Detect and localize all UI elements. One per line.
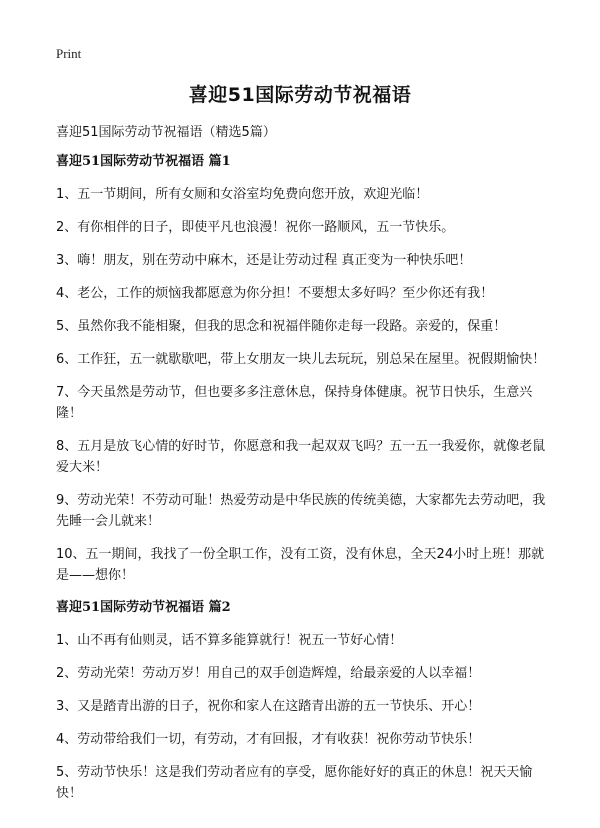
print-link[interactable]: Print xyxy=(56,46,82,61)
list-item: 2、有你相伴的日子，即使平凡也浪漫！祝你一路顺风，五一节快乐。 xyxy=(56,220,455,235)
list-item: 8、五月是放飞心情的好时节，你愿意和我一起双双飞吗？五一五一我爱你，就像老鼠爱大米！ xyxy=(56,439,546,475)
article-body xyxy=(56,152,550,816)
list-item: 1、五一节期间，所有女厕和女浴室均免费向您开放，欢迎光临！ xyxy=(56,187,429,202)
list-item: 5、虽然你我不能相聚，但我的思念和祝福伴随你走每一段路。亲爱的，保重！ xyxy=(56,319,507,334)
list-item: 2、劳动光荣！劳动万岁！用自己的双手创造辉煌，给最亲爱的人以幸福！ xyxy=(56,666,481,681)
list-item: 4、老公，工作的烦恼我都愿意为你分担！不要想太多好吗？至少你还有我！ xyxy=(56,286,494,301)
list-item: 1、山不再有仙则灵，话不算多能算就行！祝五一节好心情！ xyxy=(56,633,403,648)
list-item: 10、五一期间，我找了一份全职工作，没有工资，没有休息，全天24小时上班！那就是——想你！ xyxy=(56,547,545,583)
page-title: 喜迎51国际劳动节祝福语 xyxy=(188,84,412,106)
list-item: 4、劳动带给我们一切，有劳动，才有回报，才有收获！祝你劳动节快乐！ xyxy=(56,732,481,747)
section-heading: 喜迎51国际劳动节祝福语 篇2 xyxy=(56,600,231,615)
list-item: 3、嗨！朋友，别在劳动中麻木，还是让劳动过程 真正变为一种快乐吧！ xyxy=(56,253,472,268)
list-item: 5、劳动节快乐！这是我们劳动者应有的享受，愿你能好好的真正的休息！祝天天愉快！ xyxy=(56,765,533,801)
page-subtitle: 喜迎51国际劳动节祝福语（精选5篇） xyxy=(56,125,276,140)
list-item: 6、工作狂，五一就歇歇吧，带上女朋友一块儿去玩玩，别总呆在屋里。祝假期愉快！ xyxy=(56,352,546,367)
list-item: 3、又是踏青出游的日子，祝你和家人在这踏青出游的五一节快乐、开心！ xyxy=(56,699,481,714)
list-item: 7、今天虽然是劳动节，但也要多多注意休息，保持身体健康。祝节日快乐，生意兴隆！ xyxy=(56,385,533,421)
section-heading: 喜迎51国际劳动节祝福语 篇1 xyxy=(56,154,231,169)
list-item: 9、劳动光荣！不劳动可耻！热爱劳动是中华民族的传统美德，大家都先去劳动吧，我先睡一会儿就来！ xyxy=(56,493,546,529)
